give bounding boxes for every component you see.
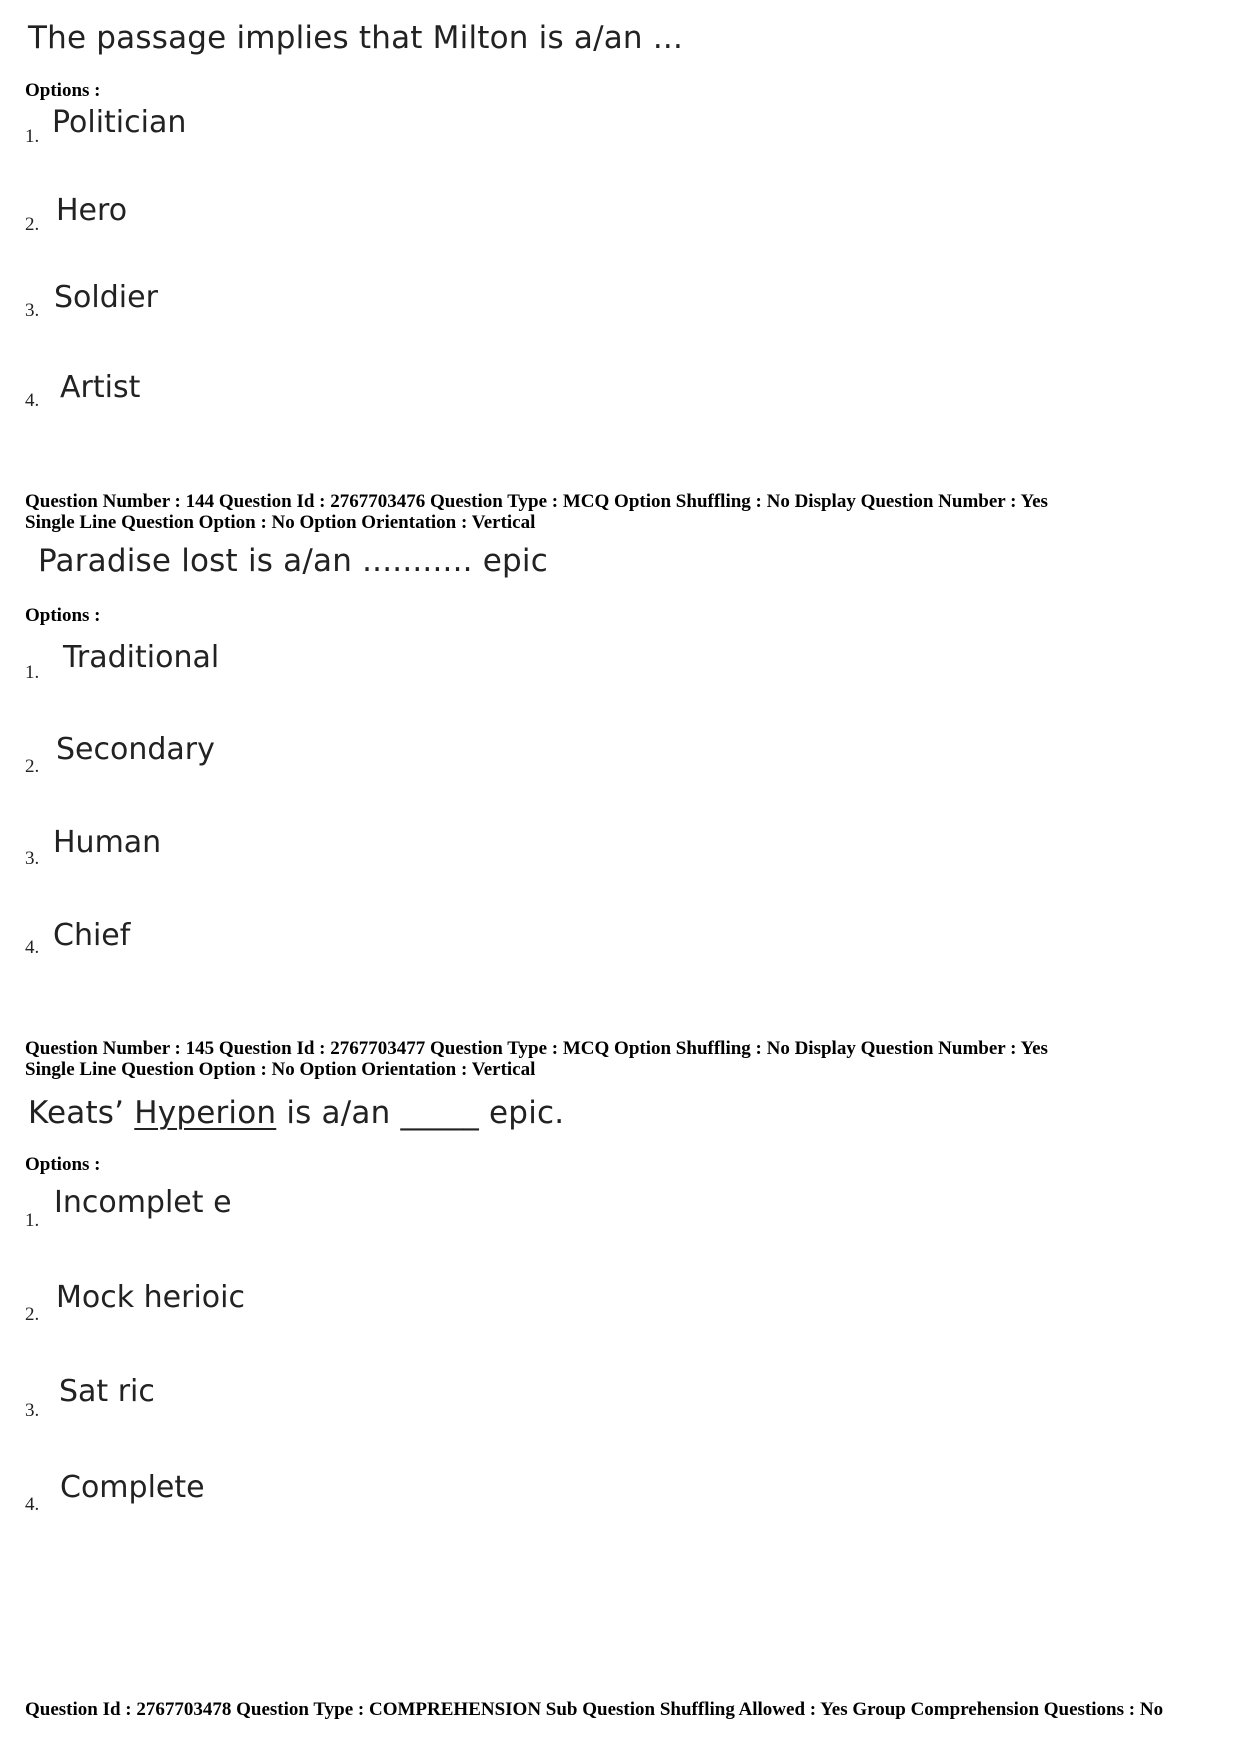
question-text (28, 1095, 564, 1131)
option-number: 2. (25, 214, 40, 235)
option-number: 4. (25, 390, 40, 411)
options-label: Options : (25, 1154, 101, 1175)
question-meta (25, 1038, 1225, 1080)
question-meta-line: Single Line Question Option : No Option Orientation : Vertical (25, 512, 536, 533)
option-number: 1. (25, 126, 40, 147)
options-label: Options : (25, 80, 101, 101)
option-number: 1. (25, 662, 40, 683)
question-text-prefix: Keats’ (28, 1095, 135, 1131)
option-text: Sat ric (59, 1374, 155, 1409)
question-meta-line: Question Number : 144 Question Id : 2767703476 Question Type : MCQ Option Shuffling : No Display Question Number : Yes (25, 491, 1048, 512)
option-number: 1. (25, 1210, 40, 1231)
option-number: 4. (25, 937, 40, 958)
comprehension-meta: Question Id : 2767703478 Question Type : COMPREHENSION Sub Question Shuffling Allowed : Yes Group Comprehension Questions : No (25, 1699, 1164, 1720)
question-meta (25, 491, 1225, 533)
option-number: 3. (25, 848, 40, 869)
option-text: Traditional (63, 640, 220, 675)
question-meta-line: Single Line Question Option : No Option Orientation : Vertical (25, 1059, 536, 1080)
option-text: Hero (56, 193, 128, 228)
option-text: Politician (52, 105, 187, 140)
option-text: Human (53, 825, 162, 860)
question-text-mid: is a/an (276, 1095, 401, 1131)
option-text: Artist (60, 370, 141, 405)
question-text: The passage implies that Milton is a/an ... (28, 20, 683, 56)
option-text: Complete (60, 1470, 205, 1505)
question-text: Paradise lost is a/an ........... epic (38, 543, 548, 579)
option-text: Secondary (56, 732, 215, 767)
answer-blank: _____ (400, 1095, 479, 1131)
option-number: 2. (25, 1304, 40, 1325)
options-label: Options : (25, 605, 101, 626)
question-text-suffix: epic. (478, 1095, 565, 1131)
option-text: Mock herioic (56, 1280, 245, 1315)
option-number: 2. (25, 756, 40, 777)
option-number: 4. (25, 1494, 40, 1515)
option-text: Chief (53, 918, 131, 953)
underlined-title: Hyperion (134, 1095, 277, 1131)
option-number: 3. (25, 300, 40, 321)
option-text: Incomplet e (54, 1185, 232, 1220)
question-meta-line: Question Number : 145 Question Id : 2767703477 Question Type : MCQ Option Shuffling : No Display Question Number : Yes (25, 1038, 1048, 1059)
option-number: 3. (25, 1400, 40, 1421)
option-text: Soldier (54, 280, 158, 315)
